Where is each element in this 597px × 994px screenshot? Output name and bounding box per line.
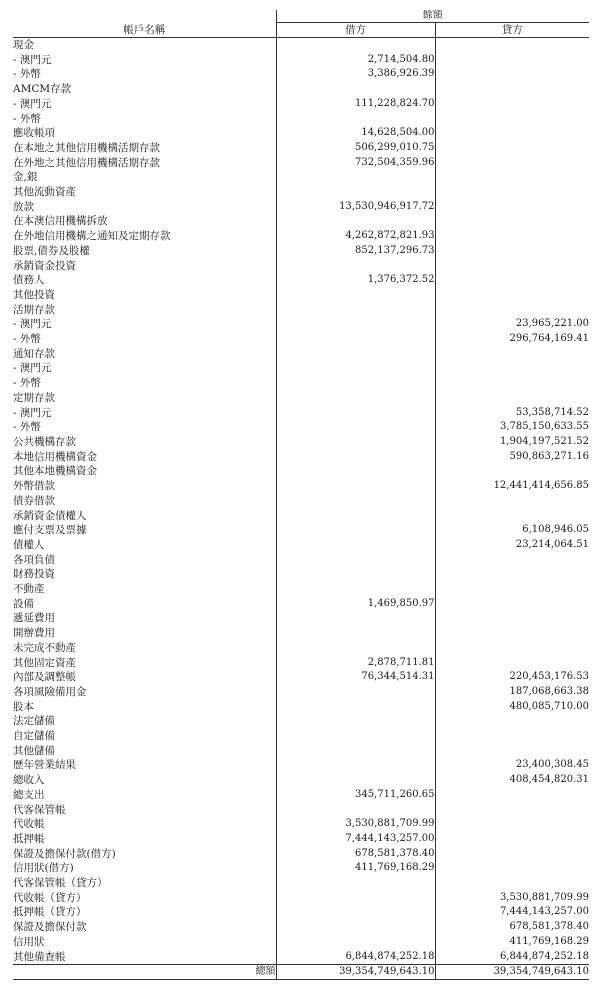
table-row: [13, 303, 589, 318]
account-name-cell: 應付支票及票據: [13, 524, 87, 537]
credit-cell: [435, 156, 589, 171]
table-row: [13, 273, 589, 288]
credit-cell: [435, 244, 589, 259]
account-name-cell: 現金: [13, 39, 34, 51]
credit-cell: [435, 141, 589, 156]
account-name-cell: - 外幣: [13, 68, 41, 81]
table-row: [13, 567, 589, 582]
table-row: [13, 523, 589, 538]
credit-cell: [435, 185, 589, 200]
account-name-cell: 在本澳信用機構拆放: [13, 215, 108, 228]
table-row: [13, 435, 589, 450]
debit-cell: [276, 538, 435, 553]
credit-cell: 220,453,176.53: [435, 670, 589, 685]
account-name-cell: - 澳門元: [13, 53, 52, 66]
table-row: [13, 656, 589, 671]
table-row: [13, 97, 589, 112]
debit-cell: [276, 700, 435, 715]
credit-cell: [435, 53, 589, 68]
account-name-cell: 代客保管帳（貸方）: [13, 877, 108, 890]
account-name-cell: 債務人: [13, 274, 45, 287]
debit-cell: [276, 406, 435, 421]
debit-cell: [276, 170, 435, 185]
account-name-cell: 抵押帳（貸方）: [13, 906, 87, 919]
credit-cell: 7,444,143,257.00: [435, 905, 589, 920]
debit-cell: [276, 626, 435, 641]
table-row: [13, 53, 589, 68]
table-row: [13, 112, 589, 127]
credit-cell: 187,068,663.38: [435, 685, 589, 700]
debit-cell: [276, 303, 435, 318]
table-row: [13, 464, 589, 479]
table-row: [13, 729, 589, 744]
credit-cell: [435, 729, 589, 744]
total-label: 總額: [13, 965, 276, 980]
credit-cell: [435, 861, 589, 876]
debit-cell: [276, 905, 435, 920]
table-row: [13, 332, 589, 347]
table-row: [13, 479, 589, 494]
account-name-cell: 在本地之其他信用機構活期存款: [13, 141, 160, 154]
debit-cell: [276, 391, 435, 406]
table-row: [13, 288, 589, 303]
credit-cell: [435, 656, 589, 671]
account-name-cell: 公共機構存款: [13, 435, 76, 448]
account-name-cell: 開辦費用: [13, 627, 55, 640]
account-name-cell: 自定儲備: [13, 730, 55, 743]
debit-cell: 678,581,378.40: [276, 847, 435, 862]
debit-cell: [276, 494, 435, 509]
account-name-cell: - 澳門元: [13, 97, 52, 110]
debit-cell: 4,262,872,821.93: [276, 229, 435, 244]
table-row: [13, 788, 589, 803]
total-credit: 39,354,749,643.10: [435, 965, 589, 980]
account-name-cell: 信用狀: [13, 935, 45, 948]
credit-cell: 1,904,197,521.52: [435, 435, 589, 450]
header-row-group: [13, 10, 589, 23]
debit-cell: [276, 876, 435, 891]
account-name-cell: 抵押帳: [13, 832, 45, 845]
header-row-columns: [13, 23, 589, 38]
account-name-cell: 保證及擔保付款(借方): [13, 847, 116, 860]
debit-cell: [276, 288, 435, 303]
debit-cell: [276, 376, 435, 391]
debit-cell: [276, 803, 435, 818]
account-name-cell: 各項風險備用金: [13, 685, 87, 698]
debit-cell: 345,711,260.65: [276, 788, 435, 803]
table-row: [13, 905, 589, 920]
credit-cell: [435, 376, 589, 391]
account-name-cell: - 外幣: [13, 112, 41, 125]
account-name-cell: 本地信用機構資金: [13, 450, 97, 463]
account-name-cell: 其他投資: [13, 288, 55, 301]
credit-cell: [435, 611, 589, 626]
credit-cell: [435, 112, 589, 127]
debit-cell: 1,469,850.97: [276, 597, 435, 612]
credit-cell: [435, 714, 589, 729]
credit-cell: [435, 38, 589, 53]
table-row: [13, 685, 589, 700]
table-row: [13, 714, 589, 729]
table-row: [13, 126, 589, 141]
credit-cell: [435, 126, 589, 141]
debit-header: 借方: [276, 23, 435, 38]
credit-cell: 53,358,714.52: [435, 406, 589, 421]
debit-cell: [276, 714, 435, 729]
debit-cell: 1,376,372.52: [276, 273, 435, 288]
account-name-cell: 在外地信用機構之通知及定期存款: [13, 230, 171, 243]
debit-cell: 3,530,881,709.99: [276, 817, 435, 832]
account-name-cell: 設備: [13, 597, 34, 610]
account-name-cell: 外幣借款: [13, 480, 55, 493]
debit-cell: [276, 38, 435, 53]
debit-cell: [276, 317, 435, 332]
debit-cell: [276, 685, 435, 700]
debit-cell: [276, 758, 435, 773]
table-row: [13, 156, 589, 171]
debit-cell: 3,386,926.39: [276, 67, 435, 82]
credit-cell: 296,764,169.41: [435, 332, 589, 347]
debit-cell: 13,530,946,917.72: [276, 200, 435, 215]
credit-cell: [435, 303, 589, 318]
debit-cell: [276, 744, 435, 759]
account-name-cell: 在外地之其他信用機構活期存款: [13, 156, 160, 169]
table-row: [13, 641, 589, 656]
account-name-cell: 法定儲備: [13, 715, 55, 728]
debit-cell: [276, 450, 435, 465]
total-debit: 39,354,749,643.10: [276, 965, 435, 980]
account-name-cell: 股本: [13, 700, 34, 713]
debit-cell: [276, 567, 435, 582]
credit-cell: [435, 214, 589, 229]
debit-cell: [276, 582, 435, 597]
credit-cell: [435, 273, 589, 288]
credit-cell: [435, 288, 589, 303]
debit-cell: 14,628,504.00: [276, 126, 435, 141]
account-name-cell: 其他流動資產: [13, 186, 76, 199]
table-row: [13, 950, 589, 965]
account-name-cell: 財務投資: [13, 568, 55, 581]
table-row: [13, 38, 589, 53]
credit-cell: [435, 876, 589, 891]
account-name-cell: 未完成不動產: [13, 641, 76, 654]
debit-cell: [276, 641, 435, 656]
table-row: [13, 935, 589, 950]
account-name-cell: 其他備查帳: [13, 950, 66, 963]
debit-cell: [276, 464, 435, 479]
table-row: [13, 553, 589, 568]
account-name-cell: 承銷資金投資: [13, 259, 76, 272]
table-row: [13, 803, 589, 818]
credit-cell: 12,441,414,656.85: [435, 479, 589, 494]
credit-cell: [435, 259, 589, 274]
table-row: [13, 582, 589, 597]
table-row: [13, 611, 589, 626]
debit-cell: [276, 435, 435, 450]
debit-cell: 76,344,514.31: [276, 670, 435, 685]
table-row: [13, 773, 589, 788]
debit-cell: [276, 729, 435, 744]
table-row: [13, 920, 589, 935]
table-row: [13, 67, 589, 82]
account-name-cell: 其他本地機構資金: [13, 465, 97, 478]
account-name-cell: - 外幣: [13, 333, 41, 346]
credit-cell: [435, 626, 589, 641]
account-name-cell: 其他儲備: [13, 744, 55, 757]
credit-cell: 411,769,168.29: [435, 935, 589, 950]
debit-cell: [276, 611, 435, 626]
account-name-cell: 債券借款: [13, 494, 55, 507]
credit-cell: [435, 97, 589, 112]
account-name-cell: - 澳門元: [13, 406, 52, 419]
credit-cell: 590,863,271.16: [435, 450, 589, 465]
credit-cell: [435, 391, 589, 406]
account-name-cell: 總收入: [13, 774, 45, 787]
credit-cell: [435, 803, 589, 818]
credit-cell: 23,214,064.51: [435, 538, 589, 553]
debit-cell: [276, 259, 435, 274]
account-name-cell: AMCM存款: [13, 83, 72, 96]
debit-cell: [276, 935, 435, 950]
table-row: [13, 538, 589, 553]
account-name-cell: 代客保管帳: [13, 803, 66, 816]
debit-cell: [276, 214, 435, 229]
debit-cell: 411,769,168.29: [276, 861, 435, 876]
credit-cell: [435, 567, 589, 582]
debit-cell: [276, 509, 435, 524]
table-row: [13, 817, 589, 832]
account-name-cell: - 外幣: [13, 421, 41, 434]
table-row: [13, 244, 589, 259]
credit-cell: [435, 347, 589, 362]
debit-cell: [276, 185, 435, 200]
account-name-cell: 遞延費用: [13, 612, 55, 625]
table-row: [13, 861, 589, 876]
credit-cell: [435, 832, 589, 847]
credit-cell: 23,400,308.45: [435, 758, 589, 773]
account-name-cell: 放款: [13, 200, 34, 213]
account-name-cell: - 澳門元: [13, 318, 52, 331]
table-row: [13, 376, 589, 391]
credit-header: 貸方: [435, 23, 589, 38]
credit-cell: [435, 744, 589, 759]
account-name-cell: 定期存款: [13, 391, 55, 404]
table-row: [13, 744, 589, 759]
table-row: [13, 670, 589, 685]
table-row: [13, 494, 589, 509]
table-row: [13, 509, 589, 524]
table-row: [13, 214, 589, 229]
debit-cell: [276, 332, 435, 347]
credit-cell: [435, 847, 589, 862]
table-row: [13, 229, 589, 244]
credit-cell: 3,530,881,709.99: [435, 891, 589, 906]
account-name-cell: 債權人: [13, 538, 45, 551]
account-name-cell: 股票,債券及股權: [13, 244, 90, 257]
debit-cell: [276, 479, 435, 494]
debit-cell: [276, 420, 435, 435]
credit-cell: [435, 82, 589, 97]
account-name-cell: - 澳門元: [13, 362, 52, 375]
balance-group-header: 餘額: [276, 10, 589, 23]
table-row: [13, 758, 589, 773]
debit-cell: [276, 523, 435, 538]
header-spacer: [13, 10, 276, 23]
credit-cell: 408,454,820.31: [435, 773, 589, 788]
account-name-cell: 代收帳（貸方）: [13, 891, 87, 904]
credit-cell: [435, 200, 589, 215]
table-row: [13, 259, 589, 274]
credit-cell: [435, 788, 589, 803]
credit-cell: 23,965,221.00: [435, 317, 589, 332]
table-row: [13, 847, 589, 862]
table-row: [13, 200, 589, 215]
table-row: [13, 450, 589, 465]
credit-cell: 6,844,874,252.18: [435, 950, 589, 965]
debit-cell: 732,504,359.96: [276, 156, 435, 171]
account-name-cell: 內部及調整帳: [13, 671, 76, 684]
debit-cell: [276, 361, 435, 376]
debit-cell: [276, 920, 435, 935]
credit-cell: [435, 464, 589, 479]
table-body: [13, 38, 589, 965]
credit-cell: [435, 361, 589, 376]
debit-cell: 6,844,874,252.18: [276, 950, 435, 965]
account-name-cell: 各項負債: [13, 553, 55, 566]
table-row: [13, 317, 589, 332]
credit-cell: [435, 494, 589, 509]
table-row: [13, 185, 589, 200]
table-row: [13, 891, 589, 906]
account-name-cell: 活期存款: [13, 303, 55, 316]
table-row: [13, 832, 589, 847]
table-row: [13, 347, 589, 362]
debit-cell: [276, 82, 435, 97]
total-row: [13, 965, 589, 980]
account-name-header: 帳戶名稱: [13, 23, 276, 38]
debit-cell: 852,137,296.73: [276, 244, 435, 259]
debit-cell: 2,714,504.80: [276, 53, 435, 68]
account-name-cell: 承銷資金債權人: [13, 509, 87, 522]
debit-cell: [276, 112, 435, 127]
table-row: [13, 141, 589, 156]
credit-cell: [435, 553, 589, 568]
debit-cell: [276, 347, 435, 362]
account-name-cell: 不動產: [13, 583, 45, 596]
credit-cell: [435, 229, 589, 244]
credit-cell: 678,581,378.40: [435, 920, 589, 935]
table-row: [13, 361, 589, 376]
credit-cell: 480,085,710.00: [435, 700, 589, 715]
account-name-cell: 代收帳: [13, 818, 45, 831]
table-row: [13, 391, 589, 406]
account-name-cell: 其他固定資產: [13, 656, 76, 669]
account-name-cell: 信用狀(借方): [13, 862, 74, 875]
table-row: [13, 597, 589, 612]
account-name-cell: 歷年營業結果: [13, 759, 76, 772]
debit-cell: 7,444,143,257.00: [276, 832, 435, 847]
debit-cell: [276, 891, 435, 906]
table-row: [13, 82, 589, 97]
account-name-cell: 應收帳項: [13, 127, 55, 140]
table-row: [13, 876, 589, 891]
table-row: [13, 406, 589, 421]
credit-cell: [435, 509, 589, 524]
debit-cell: [276, 773, 435, 788]
table-row: [13, 420, 589, 435]
account-name-cell: 保證及擔保付款: [13, 921, 87, 934]
credit-cell: 6,108,946.05: [435, 523, 589, 538]
balance-table: [13, 10, 589, 980]
credit-cell: [435, 582, 589, 597]
debit-cell: 506,299,010.75: [276, 141, 435, 156]
account-name-cell: 金,銀: [13, 171, 38, 184]
account-name-cell: - 外幣: [13, 377, 41, 390]
credit-cell: [435, 641, 589, 656]
debit-cell: [276, 553, 435, 568]
table-row: [13, 170, 589, 185]
debit-cell: 2,878,711.81: [276, 656, 435, 671]
credit-cell: [435, 597, 589, 612]
table-row: [13, 626, 589, 641]
credit-cell: 3,785,150,633.55: [435, 420, 589, 435]
debit-cell: 111,228,824.70: [276, 97, 435, 112]
account-name-cell: 通知存款: [13, 347, 55, 360]
table-row: [13, 700, 589, 715]
credit-cell: [435, 817, 589, 832]
credit-cell: [435, 67, 589, 82]
account-name-cell: 總支出: [13, 788, 45, 801]
credit-cell: [435, 170, 589, 185]
